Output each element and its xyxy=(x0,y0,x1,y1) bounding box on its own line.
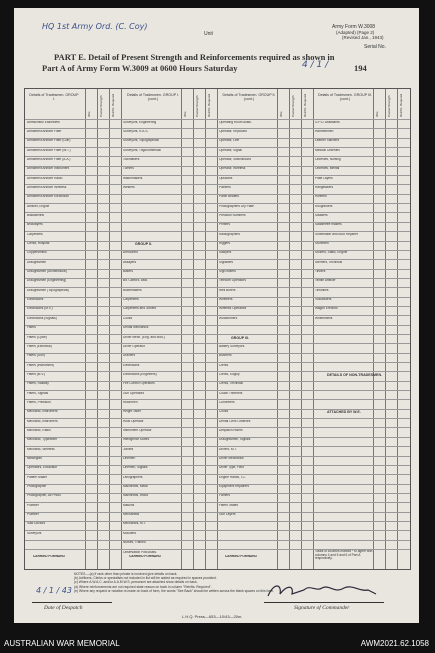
subcolumn-header: Reinfts. Required xyxy=(399,93,403,117)
note-line: NOTES.—(a) If rank other than private is involved give details on back. xyxy=(74,572,178,576)
trade-label: Intelligence Duties xyxy=(123,438,150,442)
trade-label: Fitters (Instrument) xyxy=(27,363,54,367)
trade-label: Machinists, Wood xyxy=(123,494,149,498)
trade-label: Ammunition Examiners xyxy=(27,120,60,124)
trade-label: Predictor Numbers xyxy=(219,213,246,217)
trade-label: Clerks, Hospital xyxy=(27,242,50,246)
trade-label: Operator, Keyboard xyxy=(219,129,247,133)
group-label: DETAILS OF NON-TRADESMEN. xyxy=(327,372,383,377)
trade-label: Concreters xyxy=(219,400,235,404)
trade-label: Observation Post Assts. xyxy=(123,550,157,554)
trade-label: Operator, Signal xyxy=(219,148,243,152)
footer-archive-name: AUSTRALIAN WAR MEMORIAL xyxy=(4,639,120,648)
trade-label: Photographer, Air Photo xyxy=(27,494,61,498)
trade-label: Instrument Operator xyxy=(123,428,152,432)
serial-no: Serial No. xyxy=(364,44,386,50)
trade-label: Fitters, Precision xyxy=(27,400,51,404)
trade-label: Mechanic, Radio xyxy=(27,428,51,432)
trade-label: Opticians xyxy=(219,176,233,180)
trade-label: Driver Type, Field xyxy=(219,466,244,470)
trade-label: Saddletree makers xyxy=(315,223,342,227)
trade-label: Painters xyxy=(219,185,231,189)
trade-label: Lithographers xyxy=(123,475,143,479)
trade-label: Carpenters xyxy=(123,298,139,302)
trade-label: Saddlers xyxy=(315,213,328,217)
trade-label: Roughriders xyxy=(315,204,333,208)
subcolumn-header: W.E. xyxy=(375,110,379,117)
trade-label: Wireless Operators xyxy=(219,307,247,311)
trade-label: Driver Mech. (Eng. and Mod.) xyxy=(123,335,165,339)
column-divider xyxy=(313,89,314,569)
group-label: ATTACHED BY W.E. xyxy=(327,410,361,415)
trade-label: Storemen xyxy=(315,242,329,246)
trade-label: Draughtsmen (Architectural) xyxy=(27,270,67,274)
trade-label: Linemen, Signals xyxy=(123,466,148,470)
trade-label: Plumber xyxy=(27,513,39,517)
trade-label: Fitters (Gun) xyxy=(27,354,45,358)
trade-label: Armament Artificer Fitter (A.A.) xyxy=(27,157,71,161)
trade-label: Armament Artificer Fitter (W.T.) xyxy=(27,148,71,152)
note-line: (c) Where A.W.A.C. and/or A.A.M.W.S. personnel are attached show details on back. xyxy=(74,580,198,585)
note-line: (e) Where any request or notation is made on back of form, the words "See Back" should be written across the blank spaces on this form. xyxy=(74,588,275,593)
trade-label: Welders xyxy=(123,185,135,189)
note-line: (d) Where reinforcements are not required state reason on back in column "Reinfts. Required". xyxy=(74,584,212,589)
trade-label: Panel Beaters xyxy=(219,195,240,199)
trade-label: Mechanic, Instrument xyxy=(27,419,58,423)
trade-label: Blacksmiths xyxy=(27,213,45,217)
column-divider xyxy=(181,89,182,569)
column-divider xyxy=(289,89,290,569)
trade-label: Pattern Maker xyxy=(27,475,48,479)
totals-note: Totals of columns marked * to agree with columns 4 and 5 and 6 of Part A respectively. xyxy=(315,550,373,561)
trade-label: Turners xyxy=(123,167,134,171)
trade-label: Printers xyxy=(219,223,230,227)
trade-label: Clerks xyxy=(219,363,229,367)
trade-label: Machinists, Metal xyxy=(123,485,148,489)
trade-label: Gun Operators xyxy=(123,391,145,395)
subcolumn-header: Posted Strength xyxy=(291,95,295,117)
trade-label: Photographer xyxy=(27,485,47,489)
form-ref: Army Form W.3008 xyxy=(332,24,376,30)
despatch-line xyxy=(32,602,112,603)
trade-label: Driver Operator xyxy=(123,344,145,348)
trade-label: Nurses, Trained xyxy=(123,541,146,545)
year: 194 xyxy=(354,63,367,73)
carried-forward-label: CARRIED FORWARD xyxy=(129,555,161,558)
trade-label: Moulders xyxy=(123,531,137,535)
archive-footer xyxy=(0,635,435,653)
column-divider xyxy=(385,89,386,569)
trade-label: Equipment Repairers xyxy=(219,485,249,489)
column-divider xyxy=(97,89,98,569)
trade-label: Clerks, Technical xyxy=(219,382,244,386)
trade-label: Drainers xyxy=(123,354,136,358)
group1-header: Details of Tradesmen. GROUP I. xyxy=(29,93,79,101)
trade-label: Woodturners xyxy=(219,316,238,320)
trade-label: Fire Control Operators xyxy=(123,382,155,386)
trade-label: Medical Orderlies xyxy=(315,148,340,152)
trade-label: Operator, Line xyxy=(219,139,240,143)
form-sheet xyxy=(14,8,419,623)
trade-label: Armament Artificer Fitter xyxy=(27,129,62,133)
trade-label: Armament Artificer Instrument xyxy=(27,167,70,171)
date-of-despatch-label: Date of Despatch xyxy=(44,605,83,611)
trade-label: Coach Trimmers xyxy=(219,391,243,395)
trade-label: Telecom Operators xyxy=(219,279,246,283)
column-divider xyxy=(397,89,398,569)
trade-label: Sterners, Technical xyxy=(315,260,343,264)
trade-label: Fitters, Railway xyxy=(27,382,49,386)
trade-label: Mechanics, M.T. xyxy=(123,522,147,526)
subcolumn-header: Reinfts. Required xyxy=(303,93,307,117)
trade-label: Draughtsmen, Signals xyxy=(219,438,251,442)
carried-forward-label: CARRIED FORWARD xyxy=(225,555,257,558)
unit-label: Unit xyxy=(204,31,213,37)
trade-label: Toolmakers xyxy=(123,157,140,161)
trade-label: Draughtsmen (Engineering) xyxy=(27,279,67,283)
trade-label: Fitters (M.V.) xyxy=(27,372,46,376)
trade-label: Engine Hands, I.C. xyxy=(219,475,246,479)
trade-label: Stokers, Static, Engine xyxy=(315,251,348,255)
subcolumn-header: W.E. xyxy=(87,110,91,117)
handwritten-unit: HQ 1st Army Ord. (C. Coy) xyxy=(42,22,148,31)
subcolumn-header: W.E. xyxy=(279,110,283,117)
strength-table xyxy=(24,88,411,570)
column-divider xyxy=(301,89,302,569)
column-divider xyxy=(373,89,374,569)
column-divider xyxy=(217,89,218,569)
trade-label: Sawyers xyxy=(219,251,232,255)
trade-label: Rangetakers xyxy=(315,185,334,189)
trade-label: Cooks xyxy=(219,410,229,414)
signature-label: Signature of Commander xyxy=(294,605,350,611)
trade-label: Farriers xyxy=(219,494,230,498)
column-divider xyxy=(85,89,86,569)
trade-label: Orderlies, Mental xyxy=(315,167,340,171)
trade-label: Linemen xyxy=(123,457,136,461)
trade-label: Carpenters and Joiners xyxy=(123,307,157,311)
trade-label: Electricians xyxy=(123,363,140,367)
trade-label: Surveyors, Trigonometrical xyxy=(123,148,161,152)
column-divider xyxy=(121,89,122,569)
trade-label: Coppersmiths xyxy=(27,251,47,255)
subcolumn-header: Posted Strength xyxy=(387,95,391,117)
trade-label: Surveyors, Topographical xyxy=(123,139,159,143)
footer-accession-id: AWM2021.62.1058 xyxy=(360,639,429,648)
trade-label: Tinsmiths xyxy=(315,288,329,292)
trade-label: Bricklayers xyxy=(27,223,43,227)
trade-label: Textile Artificer xyxy=(315,279,336,283)
trade-label: Well Borers xyxy=(219,288,236,292)
group-label: GROUP II. xyxy=(135,242,153,247)
trade-label: Leather Stitchers xyxy=(315,139,340,143)
note-line: (b) Artificers, Clerks or specialists not included in list will be added as required in spaces provided. xyxy=(74,576,217,581)
subcolumn-header: Reinfts. Required xyxy=(111,93,115,117)
trade-label: Bakers xyxy=(123,270,133,274)
trade-label: Butchers xyxy=(219,354,232,358)
trade-label: Sign-writers xyxy=(219,270,236,274)
subcolumn-header: Posted Strength xyxy=(195,95,199,117)
trade-label: Dental Mechanics xyxy=(123,326,149,330)
trade-label: Fitters (Cycle) xyxy=(27,335,47,339)
trade-label: Masons xyxy=(123,503,135,507)
trade-label: Drivers, M.T. xyxy=(219,447,237,451)
trade-label: Clerks, Supply xyxy=(219,372,240,376)
trade-label: Fitters (Electrical) xyxy=(27,344,52,348)
trade-label: Height Taker xyxy=(123,410,141,414)
trade-label: Carpenters xyxy=(27,232,43,236)
trade-label: Radiographers xyxy=(219,232,240,236)
carried-forward-label: CARRIED FORWARD xyxy=(33,555,65,558)
printer-line: L.H.Q. Press—653—10/43—20m. xyxy=(182,614,243,619)
trade-label: Driver Mechanics xyxy=(219,457,244,461)
trade-label: Armament Artificer Wireless xyxy=(27,185,67,189)
trade-label: Cooks xyxy=(123,316,133,320)
trade-label: Plumber xyxy=(27,503,39,507)
trade-label: Armourers xyxy=(123,251,138,255)
trade-label: Fitters' Mates xyxy=(219,503,239,507)
trade-label: Operating Room Assts. xyxy=(219,120,252,124)
trade-label: Assayers xyxy=(123,260,137,264)
trade-label: Dental Clerk Orderlies xyxy=(219,419,251,423)
trade-label: Operators, Excavator xyxy=(27,466,58,470)
trade-label: Vulcanizers xyxy=(315,298,332,302)
trade-label: Mechanic, Typewriter xyxy=(27,438,58,442)
trade-label: Electricians (Signals) xyxy=(27,316,57,320)
trade-label: Electricians (Engineers) xyxy=(123,372,157,376)
trade-label: Hutchmen xyxy=(123,400,138,404)
trade-label: Fitters xyxy=(27,326,36,330)
trade-label: Joiners xyxy=(123,447,134,451)
trade-label: Mechanic, Instrument xyxy=(27,410,58,414)
trade-label: Wheelers xyxy=(219,298,233,302)
column-divider xyxy=(277,89,278,569)
title-line-2: Part A of Army Form W.3009 at 0600 Hours Saturday xyxy=(42,63,238,73)
trade-label: G.P.O. Assistants xyxy=(315,120,340,124)
trade-label: Whitesmiths xyxy=(315,316,333,320)
trade-label: Draughtsmen xyxy=(27,260,47,264)
trade-label: Armament Artificer Fitter (Gun) xyxy=(27,139,71,143)
trade-label: Photographers Dry Plate xyxy=(219,204,254,208)
form-revised: (Revised Jan., 1943) xyxy=(342,35,384,40)
trade-label: Draughtsmen (Topographical) xyxy=(27,288,69,292)
trade-label: Despatch Riders xyxy=(219,428,243,432)
trade-label: Gun Layers xyxy=(219,513,236,517)
trade-label: Hammermen xyxy=(315,129,334,133)
trade-label: Tinkers xyxy=(315,270,326,274)
trade-label: Watchmakers xyxy=(123,176,143,180)
trade-label: Wagon Erectors xyxy=(315,307,338,311)
commander-signature xyxy=(264,580,384,602)
group2-header: Details of Tradesmen. GROUP II. (cont.) xyxy=(222,93,276,101)
trade-label: Battery Surveyors xyxy=(219,344,245,348)
trade-label: Artificer, Engine xyxy=(27,204,50,208)
trade-label: Plate Layers xyxy=(315,176,333,180)
trade-label: Surveyors xyxy=(27,531,42,535)
row-line xyxy=(25,540,410,541)
trade-label: Operator, Wireless xyxy=(219,167,246,171)
subcolumn-header: W.E. xyxy=(183,110,187,117)
group1b-header: Details of Tradesmen. GROUP I. (cont.) xyxy=(126,93,180,101)
column-divider xyxy=(205,89,206,569)
form-adapted: (Adapted) (Page 2) xyxy=(336,30,375,35)
trade-label: Operator, Switchboard xyxy=(219,157,251,161)
trade-label: Signallers xyxy=(219,260,233,264)
trade-label: Bit. Camd's. Asst. xyxy=(123,279,148,283)
trade-label: Riveters xyxy=(315,195,327,199)
trade-label: Holls Operator xyxy=(123,419,144,423)
trade-label: Armament Artificer Radio xyxy=(27,176,63,180)
date-handwritten: 4 / 1 / xyxy=(302,60,329,70)
column-divider xyxy=(193,89,194,569)
column-divider xyxy=(109,89,110,569)
trade-label: Mechanists xyxy=(123,513,140,517)
trade-label: Electricians (M.V.) xyxy=(27,307,53,311)
trade-label: Saw Doctors xyxy=(27,522,46,526)
group3-header: Details of Tradesmen. GROUP III. (cont.) xyxy=(317,93,373,101)
trade-label: Millwrights xyxy=(27,457,42,461)
subcolumn-header: Posted Strength xyxy=(99,95,103,117)
title-line-1: PART E. Detail of Present Strength and Reinforcements required as shown in xyxy=(54,52,335,62)
trade-label: Electricians xyxy=(27,298,44,302)
trade-label: Shoemaker and Boot Repairer xyxy=(315,232,359,236)
date-of-despatch-handwritten: 4 / 1 / 43 xyxy=(36,586,72,595)
trade-label: Surveyors, Engineering xyxy=(123,120,157,124)
trade-label: Surveyors, R.A.S. xyxy=(123,129,149,133)
signature-line xyxy=(264,602,384,603)
group-label: GROUP III. xyxy=(231,335,250,340)
trade-label: Boilermakers xyxy=(123,288,142,292)
subcolumn-header: Reinfts. Required xyxy=(207,93,211,117)
trade-label: Riggers xyxy=(219,242,230,246)
trade-label: Armament Artificer Electrician xyxy=(27,195,69,199)
trade-label: Mechanic, Wireless xyxy=(27,447,55,451)
trade-label: Orderlies, Nursing xyxy=(315,157,341,161)
trade-label: Fitters, Signals xyxy=(27,391,49,395)
